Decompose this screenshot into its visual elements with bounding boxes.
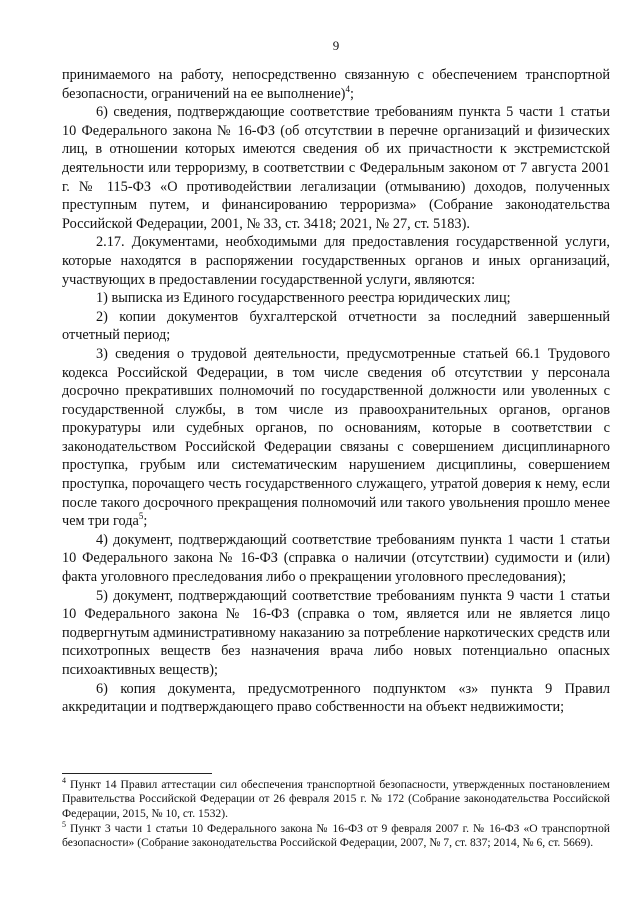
page-number: 9	[332, 38, 340, 53]
paragraph-continuation: принимаемого на работу, непосредственно связанную с обеспечением транспортной безопасности, ограничений на ее выполнение)$^4$;	[62, 67, 610, 102]
paragraph-item-3: 3) сведения о трудовой деятельности, предусмотренные статьей 66.1 Трудового кодекса Российской Федерации, в том числе сведения об отсутствии у персонала досрочно прекративших полномочий по государственной должности или уволенных с государственной службы, в том числе из правоохранительных органов, органов прокуратуры или судебных органов, по основаниям, которые в соответствии с законодательством Российской Федерации связаны с совершением дисциплинарного проступка, грубым или систематическим нарушением дисциплины, совершением проступка, порочащего честь государственного служащего, утратой доверия к нему, если после такого досрочного прекращения полномочий или такого увольнения прошло менее чем три года$^5$;	[62, 345, 610, 530]
footnote-divider	[62, 773, 212, 774]
paragraph-item-6b: 6) копия документа, предусмотренного подпунктом «з» пункта 9 Правил аккредитации и подтверждающего право собственности на объект недвижимости;	[62, 680, 610, 716]
footnote-4: $^4$ Пункт 14 Правил аттестации сил обеспечения транспортной безопасности, утвержденных постановлением Правительства Российской Федерации от 26 февраля 2015 г. № 172 (Собрание законодательства Российской Федерации, 2015, № 10, ст. 1532).	[62, 775, 610, 820]
footnote-mark: 4	[62, 775, 66, 785]
footnote-ref-4[interactable]: 4	[345, 83, 350, 94]
footnote-mark: 5	[62, 819, 66, 829]
footnote-5: $^5$ Пункт 3 части 1 статьи 10 Федерального закона № 16-ФЗ от 9 февраля 2007 г. № 16-ФЗ «О транспортной безопасности» (Собрание законодательства Российской Федерации, 2007, № 7, ст. 837; 2014, № 6, ст. 5669).	[62, 819, 610, 850]
footnote-ref-5[interactable]: 5	[138, 511, 144, 522]
document-page	[62, 38, 610, 851]
paragraph-item-2: 2) копии документов бухгалтерской отчетности за последний завершенный отчетный период;	[62, 308, 610, 344]
paragraph-item-4: 4) документ, подтверждающий соответствие требованиям пункта 1 части 1 статьи 10 Федерального закона № 16-ФЗ (справка о наличии (отсутствии) судимости и (или) факта уголовного преследования либо о прекращении уголовного преследования);	[62, 531, 610, 586]
paragraph-item-5: 5) документ, подтверждающий соответствие требованиям пункта 9 части 1 статьи 10 Федерального закона № 16-ФЗ (справка о том, является или не является лицо подвергнутым административному наказанию за потребление наркотических средств или психотропных веществ без назначения врача либо новых потенциально опасных психоактивных веществ);	[62, 587, 610, 678]
paragraph-item-1: 1) выписка из Единого государственного реестра юридических лиц;	[96, 290, 511, 307]
footnotes	[62, 775, 610, 851]
paragraph-2-17: 2.17. Документами, необходимыми для предоставления государственной услуги, которые находятся в распоряжении государственных органов и иных организаций, участвующих в предоставлении государственной услуги, являются:	[62, 234, 610, 288]
paragraph-item-6: 6) сведения, подтверждающие соответствие требованиям пункта 5 части 1 статьи 10 Федерального закона № 16-ФЗ (об отсутствии в перечне организаций и физических лиц, в отношении которых имеются сведения об их причастности к экстремистской деятельности или терроризму, в соответствии с Федеральным законом от 7 августа 2001 г. № 115-ФЗ «О противодействии легализации (отмыванию) доходов, полученных преступным путем, и финансированию терроризма» (Собрание законодательства Российской Федерации, 2001, № 33, ст. 3418; 2021, № 27, ст. 5183).	[62, 104, 610, 232]
body-text	[62, 66, 610, 717]
